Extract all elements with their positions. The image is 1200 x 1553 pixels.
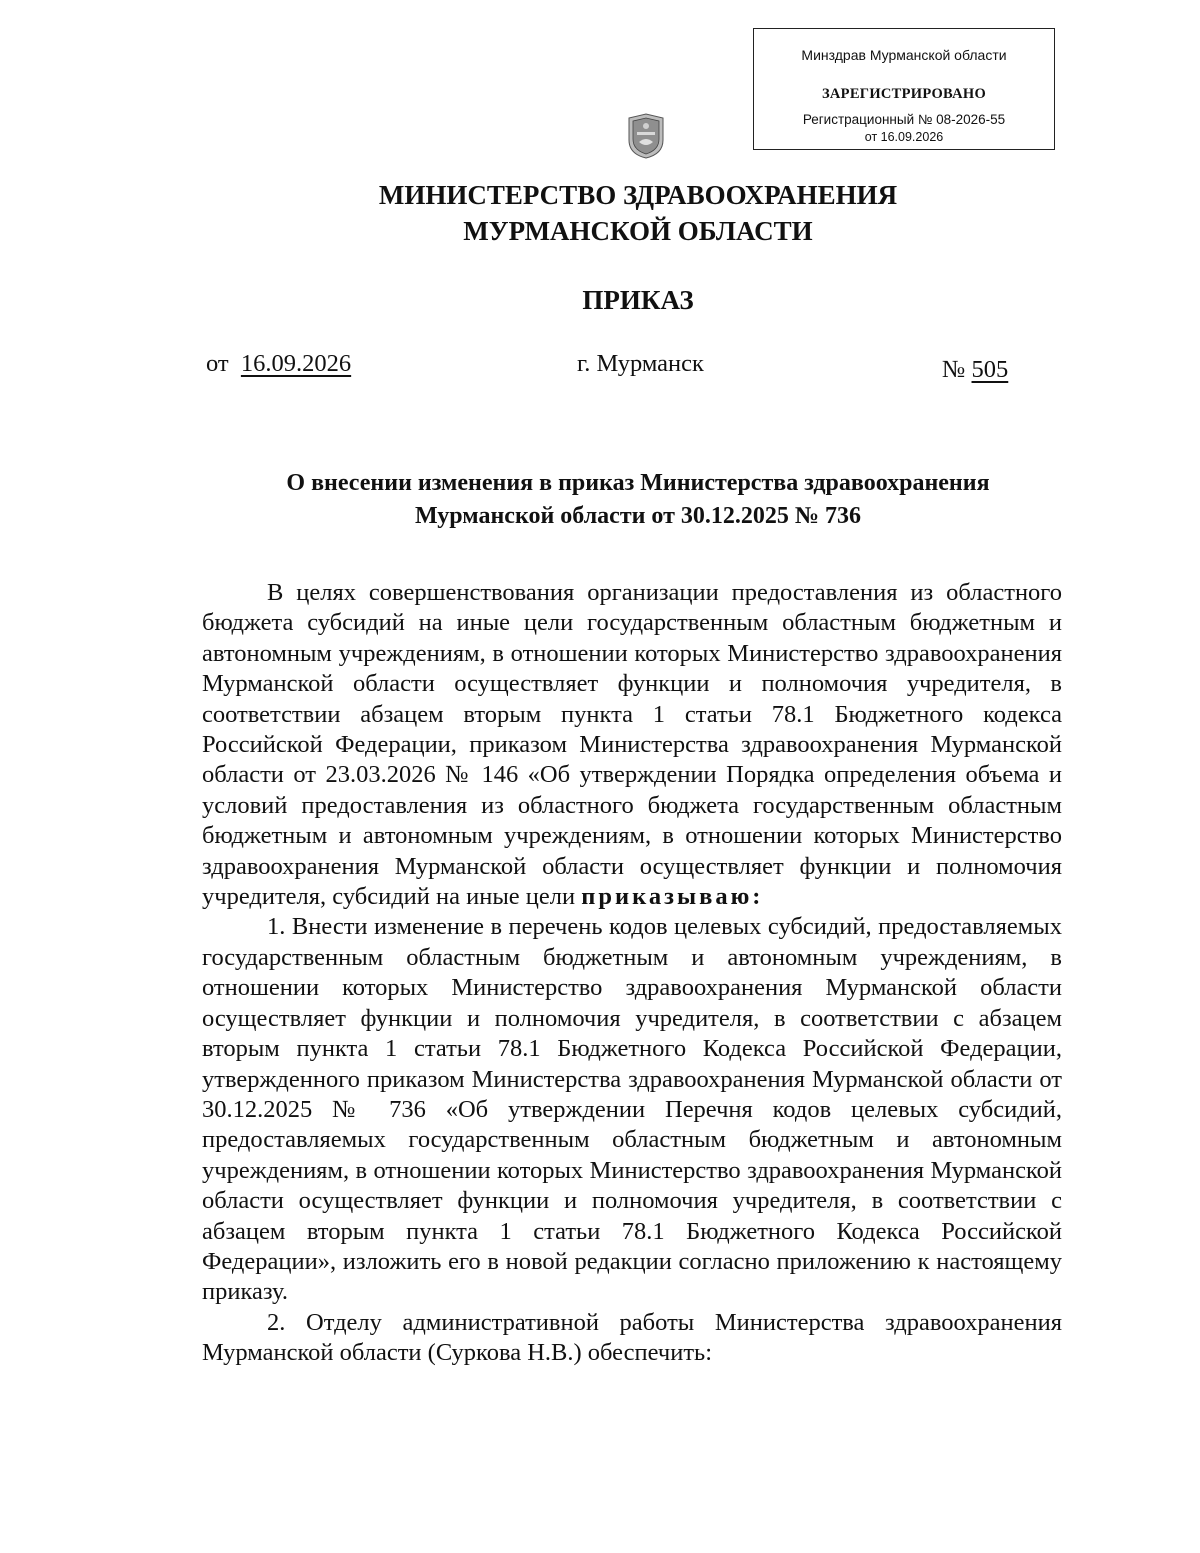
- order-date: [206, 350, 351, 378]
- ministry-title-line2: МУРМАНСКОЙ ОБЛАСТИ: [463, 216, 813, 246]
- preamble-paragraph: [202, 578, 1062, 912]
- document-type: ПРИКАЗ: [582, 285, 694, 315]
- number-value: 505: [971, 356, 1009, 383]
- document-body: [202, 578, 1062, 1369]
- date-value: 16.09.2026: [240, 350, 352, 377]
- stamp-registration-date: от 16.09.2026: [864, 130, 944, 144]
- stamp-registration-number: Регистрационный № 08-2026-55: [802, 112, 1006, 127]
- item-1-paragraph: 1. Внести изменение в перечень кодов целевых субсидий, предоставляемых государственным областным бюджетным и автономным учреждениям, в отношении которых Министерство здравоохранения Мурманской области осуществляет функции и полномочия учредителя, в соответствии с абзацем вторым пункта 1 статьи 78.1 Бюджетного Кодекса Российской Федерации, утвержденного приказом Министерства здравоохранения Мурманской области от 30.12.2025 № 736 «Об утверждении Перечня кодов целевых субсидий, предоставляемых государственным областным бюджетным и автономным учреждениям, в отношении которых Министерство здравоохранения Мурманской области осуществляет функции и полномочия учредителя, в соответствии с абзацем вторым пункта 1 статьи 78.1 Бюджетного Кодекса Российской Федерации», изложить его в новой редакции согласно приложению к настоящему приказу.: [202, 913, 1062, 1306]
- subject-line1: О внесении изменения в приказ Министерства здравоохранения: [286, 470, 990, 496]
- registration-stamp: [753, 28, 1055, 150]
- subject-line2: Мурманской области от 30.12.2025 № 736: [414, 503, 862, 529]
- coat-of-arms-icon: [627, 112, 665, 160]
- date-prefix: от: [206, 350, 229, 377]
- preamble-text: В целях совершенствования организации предоставления из областного бюджета субсидий на иные цели государственным областным бюджетным и автономным учреждениям, в отношении которых Министерство здравоохранения Мурманской области осуществляет функции и полномочия учредителя, в соответствии абзацем вторым пункта 1 статьи 78.1 Бюджетного кодекса Российской Федерации, приказом Министерства здравоохранения Мурманской области от 23.03.2026 № 146 «Об утверждении Порядка определения объема и условий предоставления из областного бюджета государственным областным бюджетным и автономным учреждениям, в отношении которых Министерство здравоохранения Мурманской области осуществляет функции и полномочия учредителя, субсидий на иные цели: [202, 579, 1062, 911]
- order-city: г. Мурманск: [577, 350, 704, 377]
- ministry-title-line1: МИНИСТЕРСТВО ЗДРАВООХРАНЕНИЯ: [378, 180, 898, 210]
- stamp-status: ЗАРЕГИСТРИРОВАНО: [821, 86, 987, 102]
- decree-word: приказываю: [581, 883, 753, 911]
- decree-colon: :: [752, 883, 764, 911]
- number-prefix: №: [942, 356, 966, 383]
- order-number: [942, 356, 1008, 384]
- item-2-paragraph: 2. Отделу административной работы Министерства здравоохранения Мурманской области (Суркова Н.В.) обеспечить:: [202, 1308, 1062, 1367]
- stamp-organization: Минздрав Мурманской области: [801, 47, 1007, 63]
